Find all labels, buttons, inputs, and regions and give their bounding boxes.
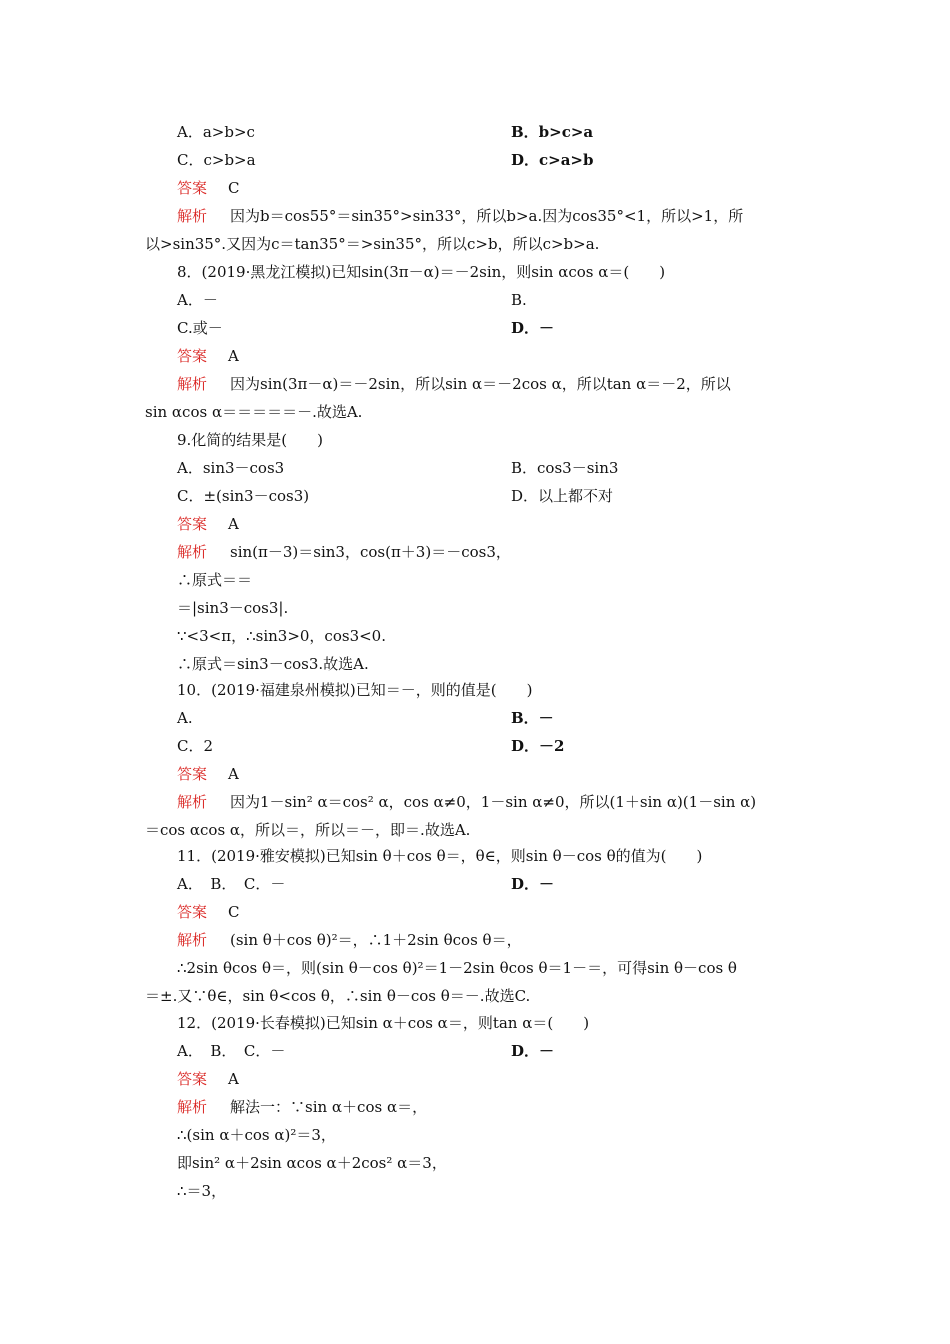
q8-option-a: A．－ [177, 291, 218, 309]
answer-label: 答案 [177, 179, 208, 197]
q9-option-d: D．以上都不对 [511, 487, 614, 505]
q11-option-d: D．－ [511, 875, 555, 893]
q8-analysis-line-1 [0, 371, 950, 397]
q7-option-a: A．a>b>c [177, 123, 255, 141]
q9-option-b: B．cos3－sin3 [511, 459, 619, 477]
q10-analysis-line-1 [0, 789, 950, 815]
q11-stem [0, 843, 950, 869]
q7-options-row-2 [0, 147, 950, 173]
answer-value: C [228, 903, 240, 921]
answer-label: 答案 [177, 347, 208, 365]
q10-stem [0, 677, 950, 703]
q8-option-d: D．－ [511, 319, 555, 337]
q8-analysis-line-2 [0, 399, 950, 425]
q7-option-c: C．c>b>a [177, 151, 256, 169]
solution-step: ∵<3<π，∴sin3>0，cos3<0. [177, 627, 386, 645]
q11-answer [0, 899, 950, 925]
q8-options-row-1 [0, 287, 950, 313]
analysis-text: 因为sin(3π－α)＝－2sin，所以sin α＝－2cos α，所以tan α＝－2，所以 [230, 375, 731, 393]
q10-option-b: B．－ [511, 709, 554, 727]
solution-step: 即sin² α＋2sin αcos α＋2cos² α＝3， [177, 1154, 447, 1172]
q7-analysis-line-2 [0, 231, 950, 257]
q11-analysis-line-3 [0, 983, 950, 1009]
answer-label: 答案 [177, 903, 208, 921]
q7-analysis-line-1 [0, 203, 950, 229]
q9-answer [0, 511, 950, 537]
q10-option-c: C．2 [177, 737, 214, 755]
answer-value: A [228, 765, 239, 783]
analysis-text: 以>sin35°.又因为c＝tan35°＝>sin35°，所以c>b，所以c>b>a. [145, 235, 600, 253]
q10-answer [0, 761, 950, 787]
solution-step: ＝|sin3－cos3|. [177, 599, 289, 617]
solution-step: ∴原式＝sin3－cos3.故选A. [177, 655, 369, 673]
analysis-text: (sin θ＋cos θ)²＝，∴1＋2sin θcos θ＝， [230, 931, 522, 949]
q10-options-row-1 [0, 705, 950, 731]
analysis-text: 因为1－sin² α＝cos² α，cos α≠0，1－sin α≠0，所以(1＋sin α)(1－sin α) [230, 793, 757, 811]
answer-value: A [228, 347, 239, 365]
question-stem: 11．(2019·雅安模拟)已知sin θ＋cos θ＝，θ∈，则sin θ－cos θ的值为( ) [177, 847, 703, 865]
analysis-label: 解析 [177, 207, 208, 225]
answer-value: C [228, 179, 240, 197]
analysis-text: 解法一：∵sin α＋cos α＝， [230, 1098, 428, 1116]
q8-stem [0, 259, 950, 285]
q9-stem [0, 427, 950, 453]
q9-option-a: A．sin3－cos3 [177, 459, 285, 477]
analysis-label: 解析 [177, 931, 208, 949]
q12-analysis-line-1 [0, 1094, 950, 1120]
q10-option-d: D．－2 [511, 737, 565, 755]
q12-option-d: D．－ [511, 1042, 555, 1060]
q10-option-a: A. [177, 709, 193, 727]
q7-options-row-1 [0, 119, 950, 145]
solution-step: ∴原式＝＝ [177, 571, 253, 589]
q9-analysis-line-1 [0, 539, 950, 565]
q12-options-abc: A． B． C．－ [177, 1042, 286, 1060]
analysis-text: ＝±.又∵θ∈，sin θ<cos θ，∴sin θ－cos θ＝－.故选C. [145, 987, 531, 1005]
q9-option-c: C．±(sin3－cos3) [177, 487, 310, 505]
q8-option-c: C.或－ [177, 319, 223, 337]
question-stem: 8．(2019·黑龙江模拟)已知sin(3π－α)＝－2sin，则sin αcos α＝( ) [177, 263, 666, 281]
analysis-label: 解析 [177, 1098, 208, 1116]
q12-answer [0, 1066, 950, 1092]
q9-step-3 [0, 623, 950, 649]
analysis-text: 因为b＝cos55°＝sin35°>sin33°，所以b>a.因为cos35°<1，所以>1，所 [230, 207, 744, 225]
q11-analysis-line-1 [0, 927, 950, 953]
answer-label: 答案 [177, 765, 208, 783]
analysis-label: 解析 [177, 375, 208, 393]
q8-answer [0, 343, 950, 369]
q12-step-2 [0, 1150, 950, 1176]
q11-options-abc: A． B． C．－ [177, 875, 286, 893]
q9-options-row-2 [0, 483, 950, 509]
answer-label: 答案 [177, 515, 208, 533]
q9-step-4 [0, 651, 950, 677]
q10-options-row-2 [0, 733, 950, 759]
question-stem: 10．(2019·福建泉州模拟)已知＝－，则的值是( ) [177, 681, 533, 699]
q7-answer [0, 175, 950, 201]
answer-value: A [228, 1070, 239, 1088]
analysis-text: sin(π－3)＝sin3，cos(π＋3)＝－cos3， [230, 543, 511, 561]
q9-options-row-1 [0, 455, 950, 481]
q7-option-d: D．c>a>b [511, 151, 594, 169]
analysis-text: ∴2sin θcos θ＝，则(sin θ－cos θ)²＝1－2sin θcos θ＝1－＝，可得sin θ－cos θ [177, 959, 737, 977]
analysis-text: sin αcos α＝＝＝＝＝－.故选A. [145, 403, 363, 421]
answer-value: A [228, 515, 239, 533]
answer-label: 答案 [177, 1070, 208, 1088]
q8-options-row-2 [0, 315, 950, 341]
q9-step-1 [0, 567, 950, 593]
q12-options-row [0, 1038, 950, 1064]
q11-options-row [0, 871, 950, 897]
q10-analysis-line-2 [0, 817, 950, 843]
analysis-text: ＝cos αcos α，所以＝，所以＝－，即＝.故选A. [145, 821, 471, 839]
q11-analysis-line-2 [0, 955, 950, 981]
solution-step: ∴＝3， [177, 1182, 227, 1200]
q7-option-b: B．b>c>a [511, 123, 594, 141]
analysis-label: 解析 [177, 793, 208, 811]
q9-step-2 [0, 595, 950, 621]
q8-option-b: B. [511, 291, 527, 309]
analysis-label: 解析 [177, 543, 208, 561]
q12-stem [0, 1010, 950, 1036]
q12-step-1 [0, 1122, 950, 1148]
question-stem: 9.化简的结果是( ) [177, 431, 324, 449]
q12-step-3 [0, 1178, 950, 1204]
question-stem: 12．(2019·长春模拟)已知sin α＋cos α＝，则tan α＝( ) [177, 1014, 590, 1032]
solution-step: ∴(sin α＋cos α)²＝3， [177, 1126, 336, 1144]
